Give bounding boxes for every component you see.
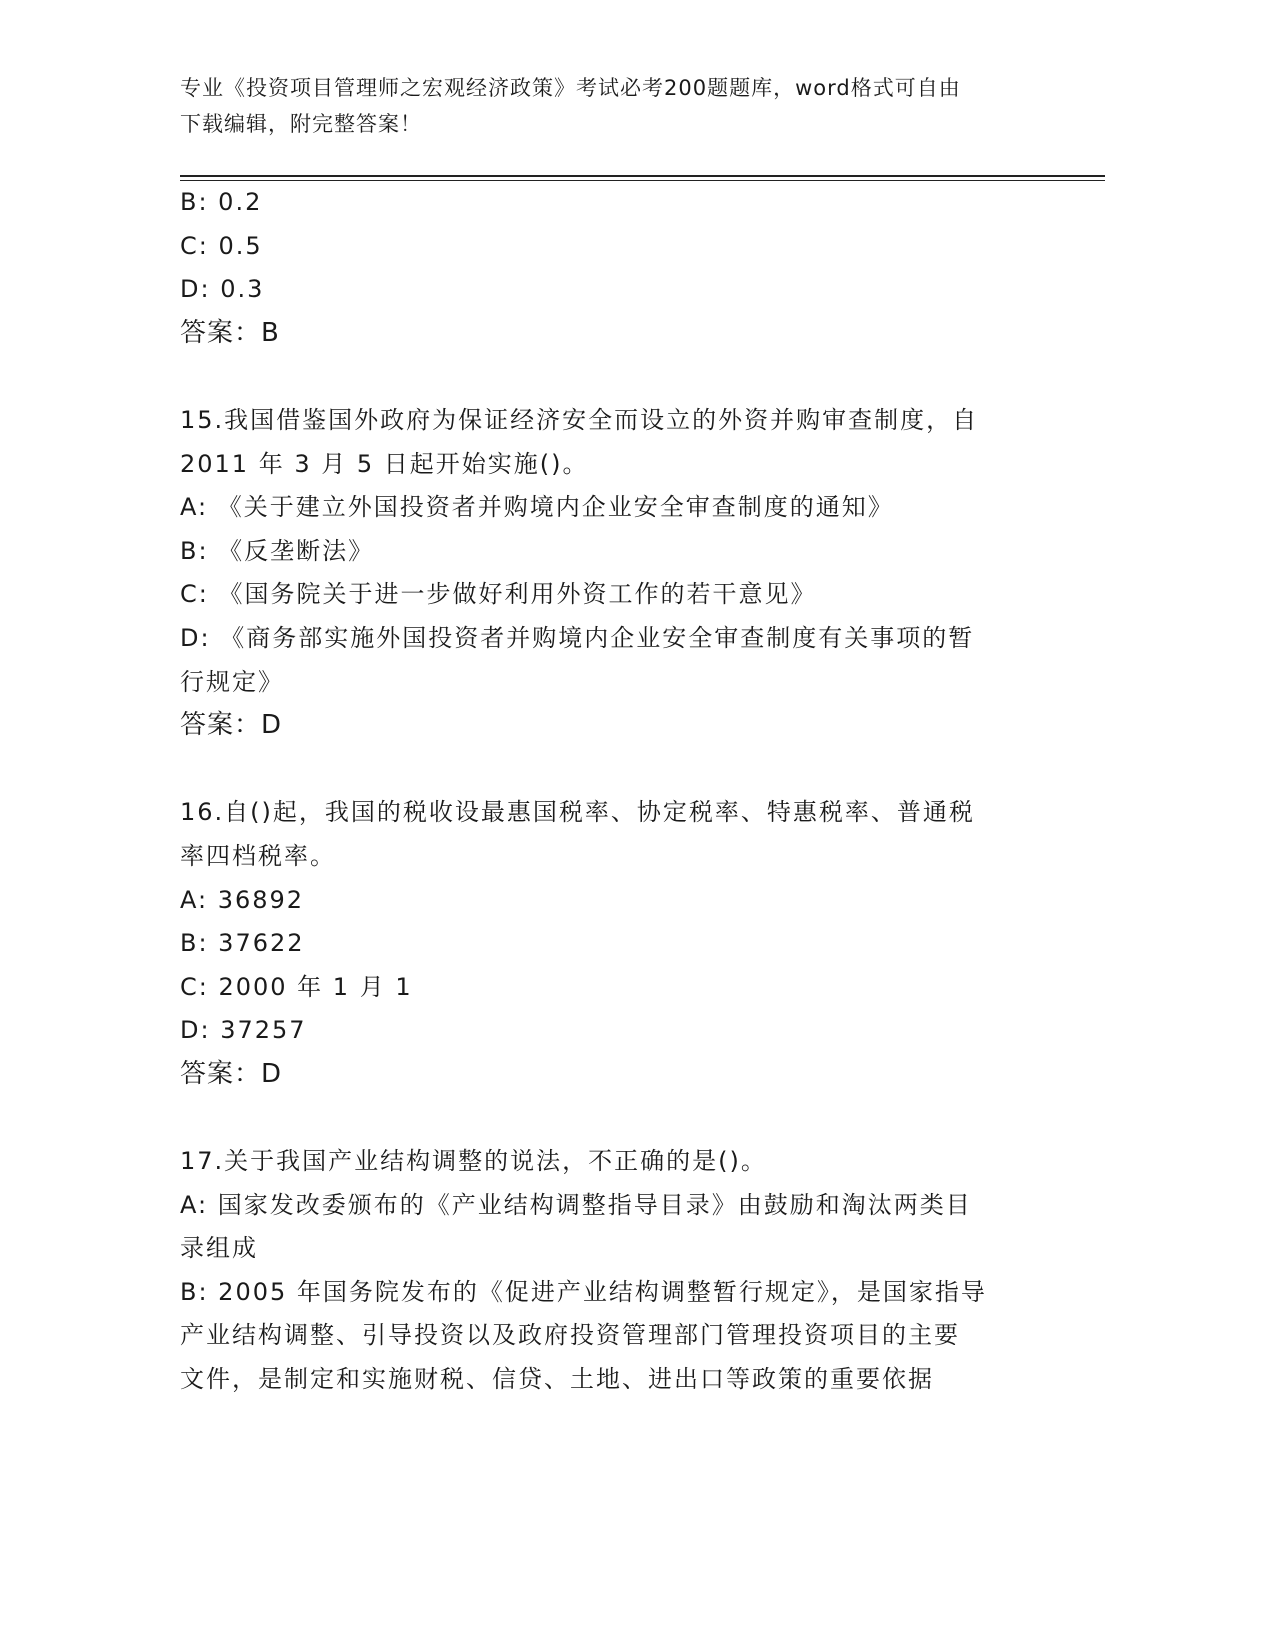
question-14-continued <box>180 181 1050 355</box>
question-17 <box>180 1140 1050 1402</box>
answer-line: 答案：B <box>180 317 280 348</box>
option-c: C: 0.5 <box>180 231 263 260</box>
header-line-1: 专业《投资项目管理师之宏观经济政策》考试必考200题题库，word格式可自由 <box>180 76 961 100</box>
option-b: B: 37622 <box>180 929 305 958</box>
question-15 <box>180 399 1050 748</box>
option-b: B: 2005 年国务院发布的《促进产业结构调整暂行规定》，是国家指导 <box>180 1277 987 1306</box>
answer-line: 答案：D <box>180 710 283 741</box>
option-b-continued: 文件，是制定和实施财税、信贷、土地、进出口等政策的重要依据 <box>180 1365 934 1394</box>
option-b-continued: 产业结构调整、引导投资以及政府投资管理部门管理投资项目的主要 <box>180 1321 960 1350</box>
option-a-continued: 录组成 <box>180 1234 258 1263</box>
header-rule <box>180 175 1105 177</box>
option-b: B: 《反垄断法》 <box>180 536 375 565</box>
option-b: B: 0.2 <box>180 188 263 216</box>
question-stem: 16.自()起，我国的税收设最惠国税率、协定税率、特惠税率、普通税 <box>180 798 975 827</box>
option-d: D: 0.3 <box>180 275 265 304</box>
header-line-2: 下载编辑，附完整答案！ <box>180 112 422 136</box>
option-c: C: 《国务院关于进一步做好利用外资工作的若干意见》 <box>180 580 817 609</box>
question-stem: 2011 年 3 月 5 日起开始实施()。 <box>180 449 589 478</box>
spacer <box>180 1096 1050 1140</box>
question-stem: 率四档税率。 <box>180 841 336 870</box>
question-list <box>180 181 1050 1402</box>
option-d: D: 《商务部实施外国投资者并购境内企业安全审查制度有关事项的暂 <box>180 623 975 652</box>
option-d: D: 37257 <box>180 1016 307 1045</box>
question-stem: 15.我国借鉴国外政府为保证经济安全而设立的外资并购审查制度，自 <box>180 405 979 434</box>
option-a: A: 《关于建立外国投资者并购境内企业安全审查制度的通知》 <box>180 493 894 522</box>
question-stem: 17.关于我国产业结构调整的说法，不正确的是()。 <box>180 1147 767 1176</box>
spacer <box>180 355 1050 399</box>
option-a: A: 36892 <box>180 885 305 914</box>
spacer <box>180 748 1050 792</box>
document-header <box>180 70 1060 142</box>
question-16 <box>180 791 1050 1096</box>
answer-line: 答案：D <box>180 1058 283 1089</box>
option-a: A: 国家发改委颁布的《产业结构调整指导目录》由鼓励和淘汰两类目 <box>180 1190 972 1219</box>
option-d-continued: 行规定》 <box>180 667 284 696</box>
option-c: C: 2000 年 1 月 1 <box>180 972 413 1001</box>
